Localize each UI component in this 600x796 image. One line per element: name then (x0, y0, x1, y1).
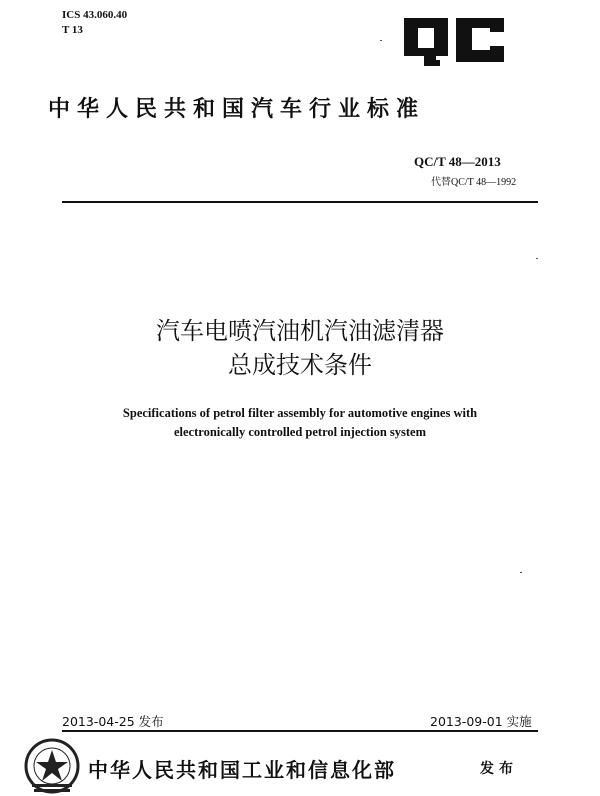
chinese-title-line-2: 总成技术条件 (228, 351, 372, 379)
replaced-standard: 代替QC/T 48—1992 (431, 177, 517, 188)
publish-label: 发布 (480, 761, 518, 777)
scan-speck (536, 258, 538, 259)
scan-speck (380, 40, 382, 41)
chinese-title-line-1: 汽车电喷汽油机汽油滤清器 (156, 317, 444, 345)
standard-number: QC/T 48—2013 (414, 154, 501, 169)
english-title-line-1: Specifications of petrol filter assembly for automotive engines with (122, 406, 478, 420)
english-title-line-2: electronically controlled petrol injection system (173, 425, 427, 439)
implementation-date: 2013-09-01 实施 (430, 714, 532, 729)
bottom-divider (62, 730, 538, 732)
ics-code: ICS 43.060.40 (62, 9, 128, 21)
issue-date: 2013-04-25 发布 (62, 714, 164, 729)
top-divider (62, 201, 538, 203)
category-code: T 13 (62, 24, 83, 36)
english-title (0, 404, 600, 442)
issuer-header-title: 中华人民共和国汽车行业标准 (48, 96, 426, 122)
qc-logo (402, 14, 506, 74)
issuing-authority: 中华人民共和国工业和信息化部 (88, 758, 396, 782)
scan-speck (520, 572, 522, 573)
chinese-title (0, 314, 600, 382)
publisher-seal-icon (22, 736, 82, 796)
